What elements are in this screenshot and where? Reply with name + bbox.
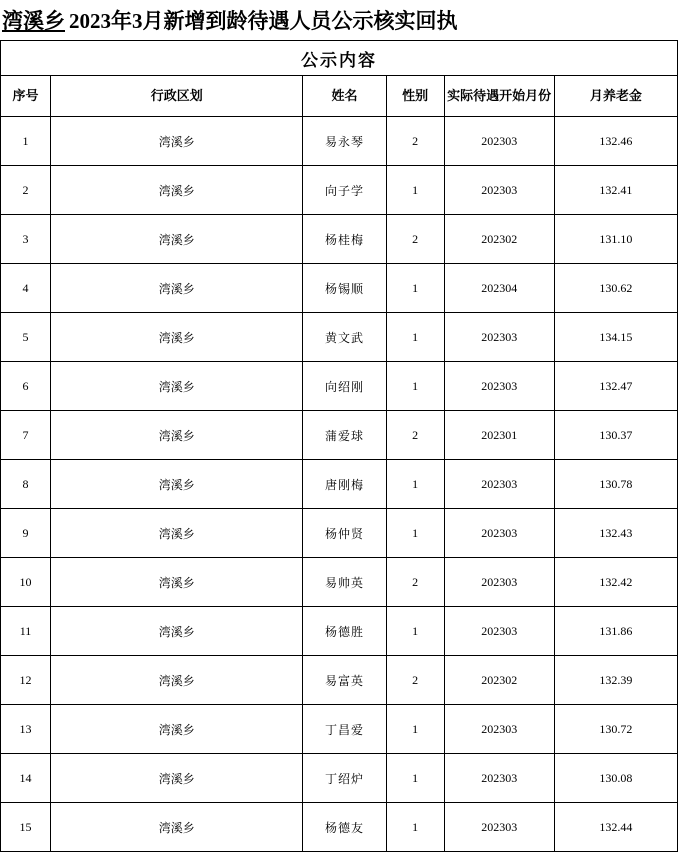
table-row: [1, 264, 678, 313]
cell-pension: 130.08: [554, 754, 677, 803]
cell-gender: 1: [386, 313, 444, 362]
cell-name: 杨锡顺: [303, 264, 386, 313]
publicity-table: [0, 40, 678, 852]
cell-month: 202303: [444, 607, 554, 656]
cell-gender: 1: [386, 607, 444, 656]
table-row: [1, 656, 678, 705]
cell-pension: 130.78: [554, 460, 677, 509]
table-row: [1, 166, 678, 215]
cell-month: 202303: [444, 803, 554, 852]
cell-gender: 2: [386, 117, 444, 166]
cell-month: 202303: [444, 558, 554, 607]
cell-region: 湾溪乡: [51, 656, 303, 705]
cell-month: 202302: [444, 656, 554, 705]
table-row: [1, 558, 678, 607]
cell-region: 湾溪乡: [51, 215, 303, 264]
cell-region: 湾溪乡: [51, 117, 303, 166]
cell-name: 黄文武: [303, 313, 386, 362]
cell-seq: 11: [1, 607, 51, 656]
cell-pension: 132.42: [554, 558, 677, 607]
cell-region: 湾溪乡: [51, 803, 303, 852]
cell-gender: 2: [386, 411, 444, 460]
cell-seq: 7: [1, 411, 51, 460]
cell-gender: 1: [386, 460, 444, 509]
cell-month: 202302: [444, 215, 554, 264]
cell-pension: 130.72: [554, 705, 677, 754]
title-rest: 2023年3月新增到龄待遇人员公示核实回执: [69, 9, 458, 33]
cell-gender: 1: [386, 362, 444, 411]
table-banner: 公示内容: [1, 41, 678, 76]
cell-region: 湾溪乡: [51, 558, 303, 607]
cell-seq: 3: [1, 215, 51, 264]
cell-gender: 1: [386, 705, 444, 754]
cell-pension: 130.37: [554, 411, 677, 460]
table-row: [1, 754, 678, 803]
cell-seq: 12: [1, 656, 51, 705]
cell-name: 杨德胜: [303, 607, 386, 656]
cell-pension: 132.44: [554, 803, 677, 852]
cell-region: 湾溪乡: [51, 313, 303, 362]
table-row: [1, 313, 678, 362]
cell-pension: 132.47: [554, 362, 677, 411]
cell-seq: 13: [1, 705, 51, 754]
cell-name: 丁绍炉: [303, 754, 386, 803]
cell-pension: 131.86: [554, 607, 677, 656]
cell-region: 湾溪乡: [51, 166, 303, 215]
cell-month: 202303: [444, 313, 554, 362]
cell-gender: 2: [386, 215, 444, 264]
cell-gender: 1: [386, 803, 444, 852]
cell-gender: 1: [386, 509, 444, 558]
cell-gender: 1: [386, 754, 444, 803]
table-row: [1, 460, 678, 509]
cell-region: 湾溪乡: [51, 705, 303, 754]
cell-month: 202303: [444, 166, 554, 215]
cell-month: 202303: [444, 362, 554, 411]
cell-name: 蒲爱球: [303, 411, 386, 460]
cell-name: 唐刚梅: [303, 460, 386, 509]
table-row: [1, 215, 678, 264]
cell-name: 杨仲贤: [303, 509, 386, 558]
cell-month: 202303: [444, 754, 554, 803]
cell-seq: 4: [1, 264, 51, 313]
column-header-region: 行政区划: [51, 76, 303, 117]
cell-gender: 2: [386, 558, 444, 607]
cell-pension: 130.62: [554, 264, 677, 313]
table-row: [1, 117, 678, 166]
cell-seq: 15: [1, 803, 51, 852]
cell-gender: 1: [386, 264, 444, 313]
table-row: [1, 803, 678, 852]
cell-seq: 2: [1, 166, 51, 215]
cell-month: 202303: [444, 705, 554, 754]
cell-pension: 134.15: [554, 313, 677, 362]
cell-name: 向绍刚: [303, 362, 386, 411]
cell-region: 湾溪乡: [51, 509, 303, 558]
page-title: [0, 0, 678, 40]
cell-seq: 5: [1, 313, 51, 362]
cell-seq: 9: [1, 509, 51, 558]
cell-seq: 8: [1, 460, 51, 509]
column-header-gender: 性别: [386, 76, 444, 117]
cell-pension: 132.46: [554, 117, 677, 166]
cell-name: 丁昌爱: [303, 705, 386, 754]
cell-month: 202303: [444, 509, 554, 558]
cell-seq: 10: [1, 558, 51, 607]
cell-name: 向子学: [303, 166, 386, 215]
cell-name: 易富英: [303, 656, 386, 705]
table-row: [1, 411, 678, 460]
title-unit: 湾溪乡: [2, 9, 65, 33]
cell-name: 杨德友: [303, 803, 386, 852]
cell-pension: 132.43: [554, 509, 677, 558]
cell-month: 202304: [444, 264, 554, 313]
cell-name: 杨桂梅: [303, 215, 386, 264]
cell-gender: 1: [386, 166, 444, 215]
cell-seq: 6: [1, 362, 51, 411]
cell-pension: 132.39: [554, 656, 677, 705]
column-header-name: 姓名: [303, 76, 386, 117]
cell-name: 易永琴: [303, 117, 386, 166]
cell-name: 易帅英: [303, 558, 386, 607]
column-header-month: 实际待遇开始月份: [444, 76, 554, 117]
cell-month: 202303: [444, 460, 554, 509]
cell-pension: 131.10: [554, 215, 677, 264]
table-banner-row: [1, 41, 678, 76]
table-row: [1, 509, 678, 558]
table-row: [1, 705, 678, 754]
cell-region: 湾溪乡: [51, 264, 303, 313]
column-header-seq: 序号: [1, 76, 51, 117]
cell-seq: 1: [1, 117, 51, 166]
cell-gender: 2: [386, 656, 444, 705]
cell-region: 湾溪乡: [51, 754, 303, 803]
cell-region: 湾溪乡: [51, 460, 303, 509]
table-row: [1, 362, 678, 411]
cell-region: 湾溪乡: [51, 411, 303, 460]
table-header-row: [1, 76, 678, 117]
cell-seq: 14: [1, 754, 51, 803]
cell-region: 湾溪乡: [51, 607, 303, 656]
table-body: [1, 117, 678, 852]
cell-month: 202303: [444, 117, 554, 166]
cell-region: 湾溪乡: [51, 362, 303, 411]
table-row: [1, 607, 678, 656]
cell-pension: 132.41: [554, 166, 677, 215]
cell-month: 202301: [444, 411, 554, 460]
column-header-pension: 月养老金: [554, 76, 677, 117]
